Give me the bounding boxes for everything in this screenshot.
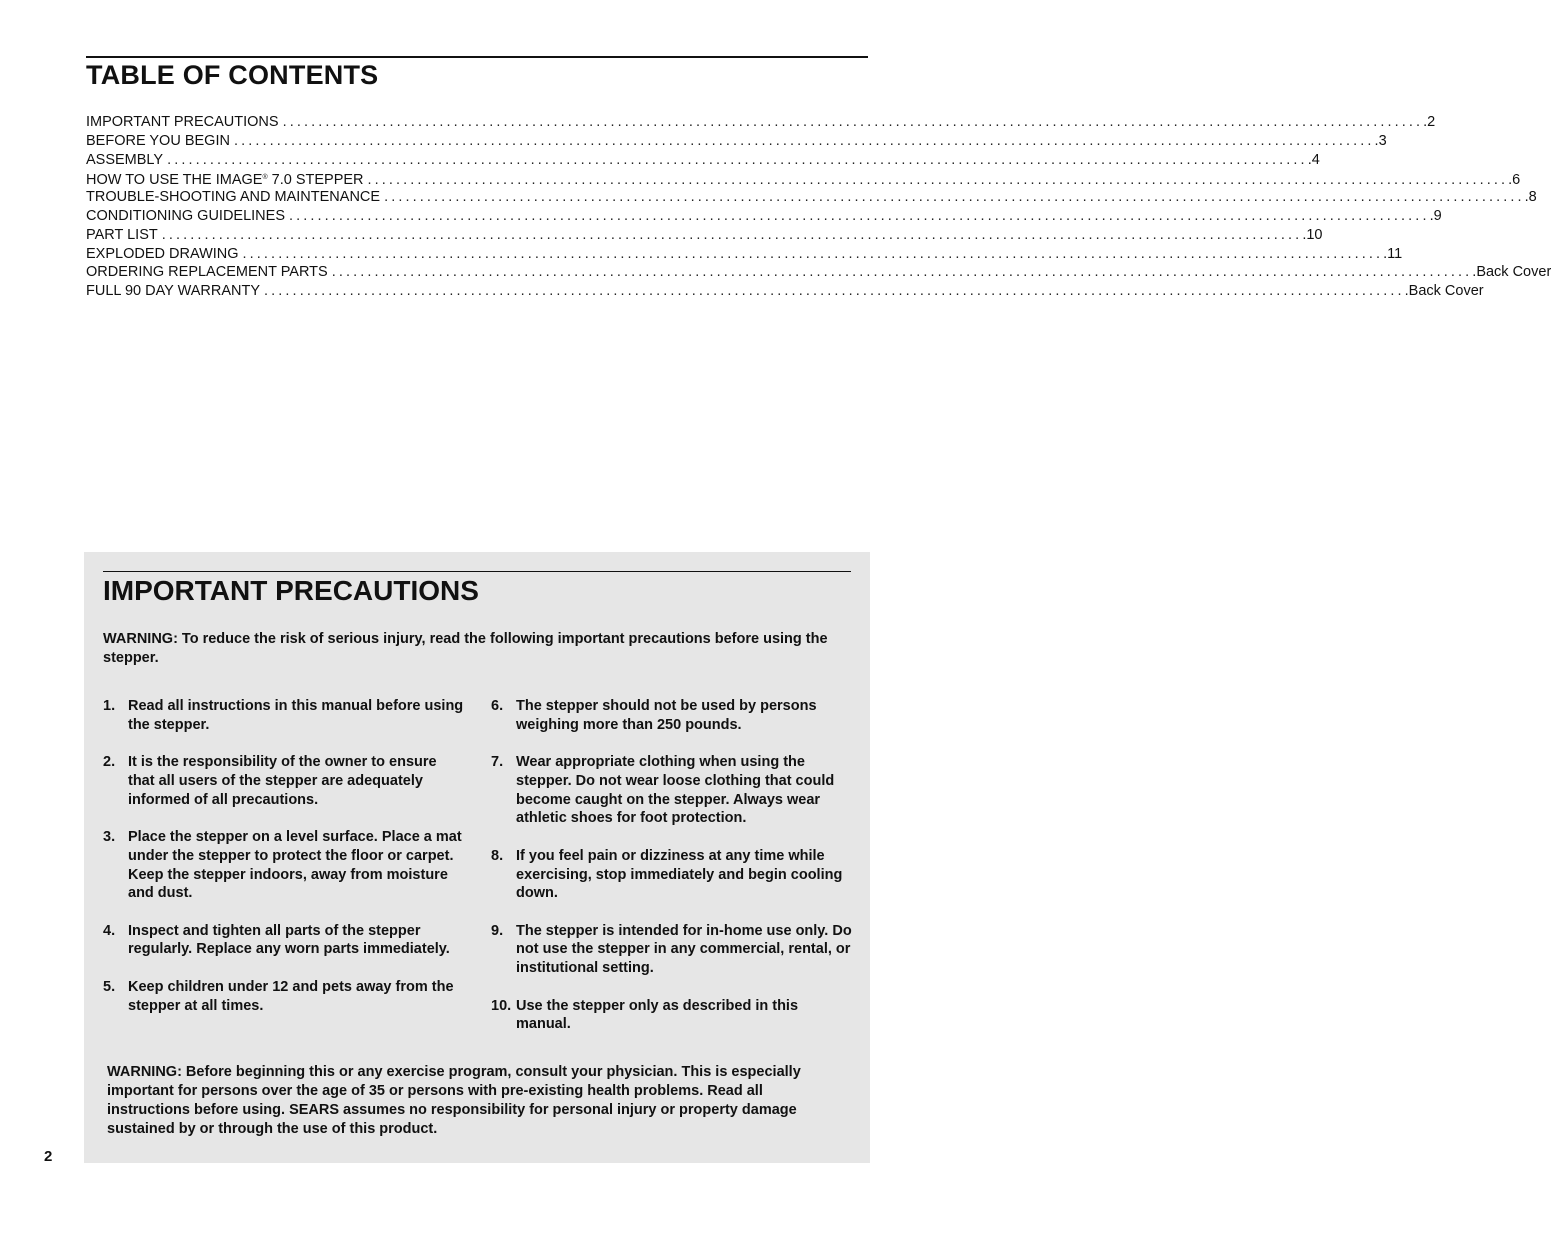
precaution-number: 8. bbox=[491, 847, 504, 864]
toc-entry-label: PART LIST bbox=[86, 226, 158, 243]
precaution-number: 1. bbox=[103, 698, 116, 714]
toc-entry-label: IMPORTANT PRECAUTIONS bbox=[86, 114, 279, 130]
precaution-text: Read all instructions in this manual before using the stepper. bbox=[128, 698, 464, 733]
precaution-text: Inspect and tighten all parts of the stepper regularly. Replace any worn parts immediately. bbox=[128, 922, 450, 958]
toc-entry-page: .3 bbox=[1374, 132, 1387, 149]
toc-entry-label: CONDITIONING GUIDELINES bbox=[86, 207, 285, 224]
precaution-text: Place the stepper on a level surface. Place a mat under the stepper to protect the floor or carpet. Keep the stepper indoors, away from moisture and dust. bbox=[128, 828, 462, 902]
precaution-text: The stepper should not be used by persons weighing more than 250 pounds. bbox=[516, 698, 817, 733]
precaution-number: 6. bbox=[491, 698, 504, 714]
toc-entry-label: HOW TO USE THE IMAGE bbox=[86, 172, 263, 189]
precaution-number: 2. bbox=[103, 754, 116, 771]
precautions-list-left bbox=[103, 697, 465, 1015]
precaution-number: 3. bbox=[103, 828, 116, 845]
toc-entry-page: .6 bbox=[1508, 172, 1521, 189]
toc-entry bbox=[86, 207, 1442, 226]
precaution-item bbox=[491, 753, 856, 828]
precaution-number: 4. bbox=[103, 922, 116, 939]
toc-leader: ................................................................................................................................................................ bbox=[331, 264, 1473, 281]
toc-title: TABLE OF CONTENTS bbox=[86, 60, 379, 90]
toc-leader: ................................................................................................................................................................ bbox=[161, 226, 1303, 243]
precaution-item bbox=[103, 697, 465, 735]
toc-entry-page: .Back Cover bbox=[1404, 283, 1484, 300]
precaution-text: If you feel pain or dizziness at any time while exercising, stop immediately and begin cooling down. bbox=[516, 847, 843, 902]
precautions-list-right bbox=[491, 697, 856, 1034]
precaution-text: Wear appropriate clothing when using the stepper. Do not wear loose clothing that could become caught on the stepper. Always wear athletic shoes for foot protection. bbox=[516, 754, 835, 827]
toc-entry bbox=[86, 245, 1403, 264]
warning-intro: WARNING: To reduce the risk of serious injury, read the following important precautions before using the stepper. bbox=[103, 631, 828, 666]
toc-entry-label: ASSEMBLY bbox=[86, 151, 164, 168]
toc-entry-page: .9 bbox=[1429, 207, 1442, 224]
toc-entry bbox=[86, 113, 1436, 132]
toc-leader: ................................................................................................................................................................ bbox=[384, 189, 1525, 206]
toc-entry-page: .11 bbox=[1383, 245, 1403, 262]
page-number: 2 bbox=[44, 1148, 53, 1165]
toc-entry-page: .Back Cover bbox=[1472, 264, 1551, 281]
toc-entry bbox=[86, 282, 1484, 301]
toc-entry-label: EXPLODED DRAWING bbox=[86, 245, 239, 262]
toc-entry-label: FULL 90 DAY WARRANTY bbox=[86, 283, 261, 300]
precaution-item bbox=[103, 922, 465, 960]
precaution-text: Use the stepper only as described in this manual. bbox=[516, 997, 799, 1033]
toc-entry bbox=[86, 169, 1521, 189]
precaution-item bbox=[103, 828, 465, 903]
precaution-number: 10. bbox=[491, 997, 512, 1014]
precaution-number: 9. bbox=[491, 922, 504, 939]
toc-leader: ................................................................................................................................................................ bbox=[289, 207, 1430, 224]
toc-entry-page: .2 bbox=[1423, 114, 1436, 130]
toc-entry bbox=[86, 226, 1323, 245]
toc-entry-label-suffix: 7.0 STEPPER bbox=[267, 172, 364, 189]
precaution-number: 5. bbox=[103, 978, 116, 995]
precaution-item bbox=[491, 697, 856, 735]
toc-entry-label-group bbox=[86, 169, 368, 190]
toc-entry-page: .10 bbox=[1302, 226, 1323, 243]
precaution-item bbox=[103, 753, 465, 809]
toc-entry bbox=[86, 188, 1537, 207]
toc-entry bbox=[86, 263, 1551, 282]
panel-rule bbox=[103, 571, 851, 572]
toc-entry-label: BEFORE YOU BEGIN bbox=[86, 132, 230, 149]
toc-entry-label: TROUBLE-SHOOTING AND MAINTENANCE bbox=[86, 189, 381, 206]
toc-entry-page: .8 bbox=[1524, 189, 1537, 206]
toc-leader: ................................................................................................................................................................ bbox=[233, 132, 1375, 149]
precaution-text: It is the responsibility of the owner to ensure that all users of the stepper are adequately informed of all precautions. bbox=[128, 754, 437, 808]
precaution-item bbox=[103, 978, 465, 1016]
toc-leader: ................................................................................................................................................................ bbox=[282, 114, 1424, 130]
toc-leader: ................................................................................................................................................................ bbox=[264, 283, 1405, 300]
precaution-item bbox=[491, 847, 856, 903]
toc-entry-label: ORDERING REPLACEMENT PARTS bbox=[86, 264, 328, 281]
precautions-title: IMPORTANT PRECAUTIONS bbox=[103, 575, 479, 606]
precaution-number: 7. bbox=[491, 754, 504, 771]
toc-entry bbox=[86, 132, 1387, 151]
toc-leader: ................................................................................................................................................................ bbox=[167, 151, 1308, 168]
registered-mark: ® bbox=[262, 174, 268, 182]
toc-entry-page: .4 bbox=[1307, 151, 1320, 168]
toc-leader: ................................................................................................................................................................ bbox=[367, 172, 1509, 189]
toc-leader: ................................................................................................................................................................ bbox=[242, 245, 1384, 262]
toc-entry bbox=[86, 151, 1320, 170]
precaution-text: The stepper is intended for in-home use only. Do not use the stepper in any commercial, rental, or institutional setting. bbox=[516, 922, 852, 977]
precaution-text: Keep children under 12 and pets away from the stepper at all times. bbox=[128, 978, 454, 1014]
precaution-item bbox=[491, 922, 856, 978]
toc-list bbox=[86, 113, 1551, 301]
warning-footer: WARNING: Before beginning this or any exercise program, consult your physician. This is especially important for persons over the age of 35 or persons with pre-existing health problems. Read all instructions before using. SEARS assumes no responsibility for personal injury or property damage sustained by or through the use of this product. bbox=[107, 1064, 801, 1137]
precaution-item bbox=[491, 997, 856, 1035]
